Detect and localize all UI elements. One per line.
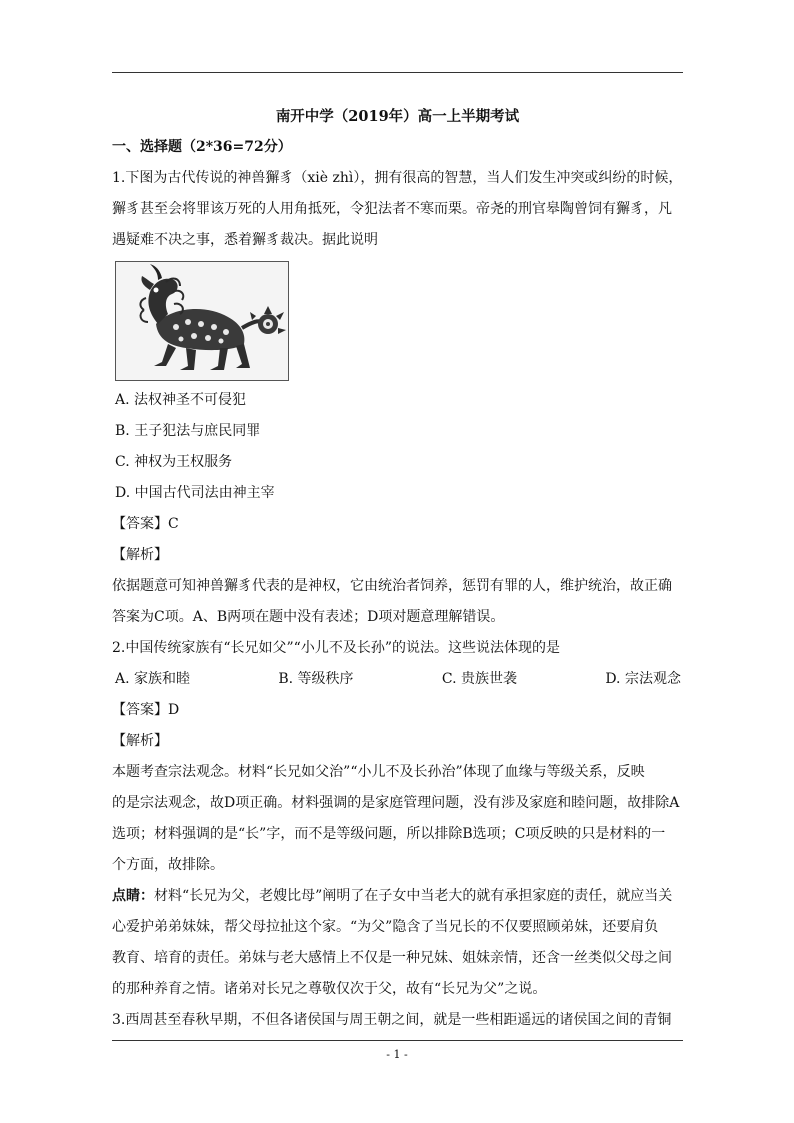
q2-tip-line: 心爱护弟弟妹妹，帮父母拉扯这个家。“为父”隐含了当兄长的不仅要照顾弟妹，还要肩负 <box>112 919 659 935</box>
question-2 <box>112 633 683 1005</box>
xiezhi-beast-illustration-icon <box>115 261 289 381</box>
q1-stem-line: 遇疑难不决之事，悉着獬豸裁决。据此说明 <box>112 232 378 248</box>
q3-stem-line: 3.西周甚至春秋早期，不但各诸侯国与周王朝之间，就是一些相距遥远的诸侯国之间的青铜 <box>112 1012 672 1028</box>
page-number: - 1 - <box>386 1048 408 1061</box>
q2-option-a: A. 家族和睦 <box>115 671 191 687</box>
q1-analysis-label: 【解析】 <box>112 547 168 563</box>
q2-tip-line: 教育、培育的责任。弟妹与老大感情上不仅是一种兄妹、姐妹亲情，还含一丝类似父母之间 <box>112 950 672 966</box>
question-3 <box>112 1005 683 1036</box>
q2-analysis-line: 个方面，故排除。 <box>112 857 224 873</box>
q1-option-b: B. 王子犯法与庶民同罪 <box>115 423 261 439</box>
q1-option-c: C. 神权为王权服务 <box>115 454 233 470</box>
q2-tip-text: 材料“长兄为父，老嫂比母”阐明了在子女中当老大的就有承担家庭的责任，就应当关 <box>154 888 673 904</box>
q1-answer: 【答案】C <box>112 516 179 532</box>
q2-analysis-line: 的是宗法观念，故D项正确。材料强调的是家庭管理问题，没有涉及家庭和睦问题，故排除A <box>112 795 680 811</box>
q2-tip-label: 点睛： <box>112 888 154 904</box>
q2-analysis-label: 【解析】 <box>112 733 168 749</box>
document-body <box>112 102 683 1036</box>
q1-analysis-line: 答案为C项。A、B两项在题中没有表述；D项对题意理解错误。 <box>112 609 505 625</box>
q1-option-d: D. 中国古代司法由神主宰 <box>115 485 275 501</box>
q2-option-d: D. 宗法观念 <box>605 671 681 687</box>
q2-option-c: C. 贵族世袭 <box>441 671 517 687</box>
q1-stem-line: 1.下图为古代传说的神兽獬豸（xiè zhì），拥有很高的智慧，当人们发生冲突或纠纷的时候， <box>112 170 683 186</box>
question-1 <box>112 163 683 633</box>
q2-option-b: B. 等级秩序 <box>278 671 354 687</box>
q2-stem: 2.中国传统家族有“长兄如父”“小儿不及长孙”的说法。这些说法体现的是 <box>112 640 560 656</box>
exam-title: 南开中学（2019年）高一上半期考试 <box>275 108 520 125</box>
q1-analysis-line: 依据题意可知神兽獬豸代表的是神权，它由统治者饲养，惩罚有罪的人，维护统治，故正确 <box>112 578 672 594</box>
q1-stem-line: 獬豸甚至会将罪该万死的人用角抵死，令犯法者不寒而栗。帝尧的刑官皋陶曾饲有獬豸，凡 <box>112 201 672 217</box>
q1-option-a: A. 法权神圣不可侵犯 <box>115 392 247 408</box>
footer-rule <box>112 1040 683 1041</box>
q2-analysis-line: 选项；材料强调的是“长”字，而不是等级问题，所以排除B选项；C项反映的只是材料的一 <box>112 826 666 842</box>
q2-answer: 【答案】D <box>112 702 180 718</box>
q2-tip-line <box>112 881 683 912</box>
header-rule <box>112 72 683 73</box>
q2-options-row <box>112 664 683 695</box>
q2-analysis-line: 本题考查宗法观念。材料“长兄如父治”“小儿不及长孙治”体现了血缘与等级关系，反映 <box>112 764 645 780</box>
q2-tip-line: 的那种养育之情。诸弟对长兄之尊敬仅次于父，故有“长兄为父”之说。 <box>112 981 547 997</box>
section-heading: 一、选择题（2*36=72分） <box>112 139 292 155</box>
